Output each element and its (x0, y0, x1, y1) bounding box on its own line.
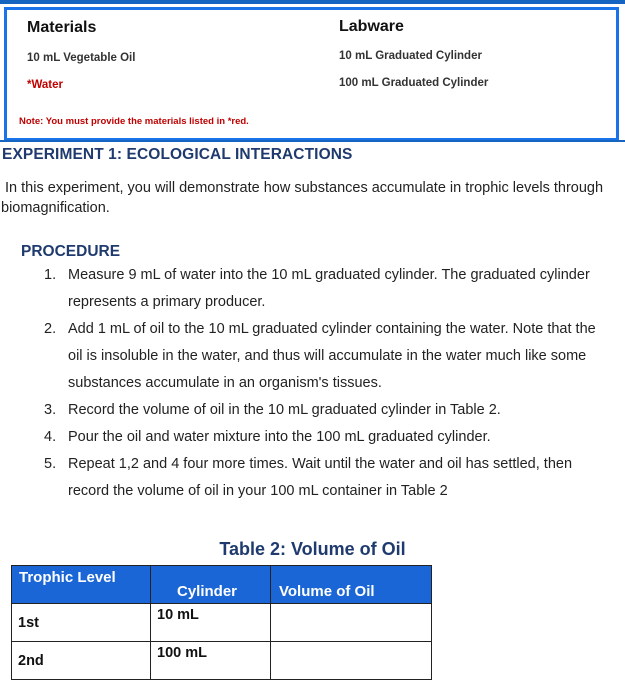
material-item-oil: 10 mL Vegetable Oil (27, 52, 136, 64)
step-text: Record the volume of oil in the 10 mL graduated cylinder in Table 2. (68, 402, 501, 418)
labware-item-10ml-cylinder: 10 mL Graduated Cylinder (339, 50, 482, 62)
procedure-step (0, 316, 625, 397)
procedure-title: PROCEDURE (21, 243, 121, 260)
cell-trophic-level: 1st (12, 604, 151, 642)
table-row (12, 604, 432, 642)
step-number: 1. (44, 267, 57, 283)
section-divider (0, 140, 625, 142)
top-blue-border (0, 0, 625, 4)
step-text: Repeat 1,2 and 4 four more times. Wait until the water and oil has settled, then record the volume of oil in your 100 mL container in Table 2 (68, 456, 573, 499)
table-row (12, 642, 432, 680)
table-title: Table 2: Volume of Oil (219, 539, 406, 559)
cell-trophic-level: 2nd (12, 642, 151, 680)
procedure-step (0, 424, 625, 451)
cell-cylinder: 10 mL (151, 604, 271, 642)
intro-text: In this experiment, you will demonstrate how substances accumulate in trophic levels through biomagnification. (1, 180, 604, 216)
intro-paragraph (1, 178, 623, 218)
experiment-title: EXPERIMENT 1: ECOLOGICAL INTERACTIONS (2, 146, 353, 163)
procedure-step (0, 451, 625, 505)
step-number: 5. (44, 456, 57, 472)
materials-note: Note: You must provide the materials listed in *red. (19, 116, 249, 127)
step-text: Add 1 mL of oil to the 10 mL graduated cylinder containing the water. Note that the oil is insoluble in the water, and thus will accumulate in the water much like some substances accumulate in an organism's tissues. (68, 321, 596, 391)
procedure-step (0, 397, 625, 424)
cell-volume-of-oil[interactable] (271, 642, 432, 680)
materials-box (4, 7, 619, 141)
procedure-steps (0, 262, 625, 505)
step-text: Pour the oil and water mixture into the 100 mL graduated cylinder. (68, 429, 491, 445)
header-trophic-level: Trophic Level (12, 566, 151, 604)
step-text: Measure 9 mL of water into the 10 mL graduated cylinder. The graduated cylinder represents a primary producer. (68, 267, 590, 310)
header-volume-of-oil: Volume of Oil (271, 566, 432, 604)
cell-cylinder: 100 mL (151, 642, 271, 680)
labware-item-100ml-cylinder: 100 mL Graduated Cylinder (339, 77, 489, 89)
cell-volume-of-oil[interactable] (271, 604, 432, 642)
materials-heading: Materials (27, 19, 97, 36)
header-cylinder: Cylinder (151, 566, 271, 604)
material-item-water: *Water (27, 79, 63, 91)
step-number: 4. (44, 429, 57, 445)
procedure-step (0, 262, 625, 316)
table-header-row (12, 566, 432, 604)
labware-heading: Labware (339, 18, 404, 35)
step-number: 3. (44, 402, 57, 418)
volume-of-oil-table (11, 565, 432, 680)
step-number: 2. (44, 321, 57, 337)
